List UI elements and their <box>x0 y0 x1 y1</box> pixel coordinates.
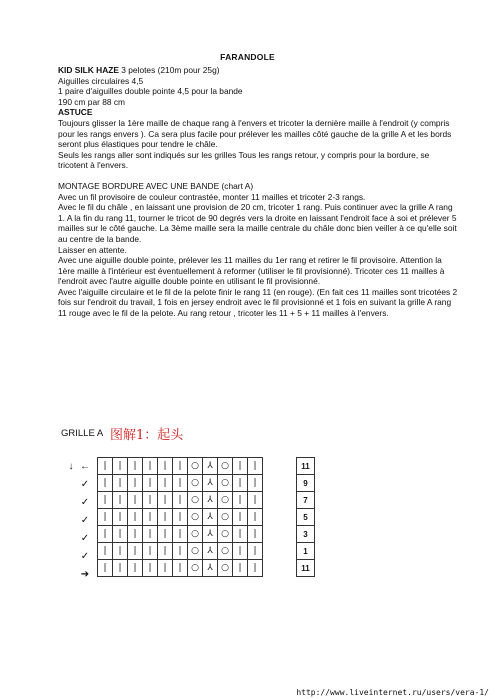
grille-chinese-title: 图解1：起头 <box>110 428 184 443</box>
grille-label: GRILLE A <box>61 428 104 439</box>
paragraph <box>58 76 458 87</box>
chart-cell: | <box>128 526 143 543</box>
chart-cell: ⅄ <box>203 543 218 560</box>
chart-cell: | <box>98 492 113 509</box>
chart-cell: | <box>173 509 188 526</box>
chart-cell: | <box>158 560 173 577</box>
chart-cell: | <box>248 475 263 492</box>
mark-row <box>64 565 92 583</box>
check-icon: ✓ <box>80 550 90 562</box>
paragraph-text: Avec l'aiguille circulaire et le fil de la pelote finir le rang 11 (en rouge). (En fait ces 11 mailles sont tricotées 2 fois sur l'endroit du travail, 1 fois en jersey endroit avec le fil provisionné et 1 fois en suivant la grille A rang 11 rouge avec le fil de la pelote. Au rang retour , tricoter les 11 + 5 + 11 mailles à l'envers. <box>58 286 458 319</box>
chart-cell: ⅄ <box>203 492 218 509</box>
chart-cell: ○ <box>218 475 233 492</box>
chart-cell: ○ <box>218 526 233 543</box>
chart-cell: ○ <box>188 543 203 560</box>
row-number: 3 <box>297 526 315 543</box>
chart-cell: | <box>143 509 158 526</box>
document-title: FARANDOLE <box>220 52 275 62</box>
paragraph <box>58 118 458 150</box>
check-icon: ✓ <box>80 478 90 490</box>
chart-cell: | <box>113 458 128 475</box>
chart-cell: | <box>158 458 173 475</box>
chart-cell: | <box>248 560 263 577</box>
chart-cell: ○ <box>218 560 233 577</box>
paragraph <box>58 150 458 171</box>
chart-row <box>98 509 263 526</box>
mark-row <box>64 547 92 565</box>
chart-cell: | <box>158 475 173 492</box>
mark-row <box>64 493 92 511</box>
paragraph <box>58 107 458 118</box>
chart-row <box>98 475 263 492</box>
chart-cell: | <box>248 458 263 475</box>
chart-cell: | <box>158 492 173 509</box>
row-number-row <box>297 492 315 509</box>
chart-cell: | <box>173 526 188 543</box>
paragraph-text: ASTUCE <box>58 107 93 118</box>
chart-cell: | <box>173 475 188 492</box>
row-number-row <box>297 560 315 577</box>
chart-cell: ⅄ <box>203 509 218 526</box>
chart-cell: | <box>98 475 113 492</box>
row-number: 11 <box>297 560 315 577</box>
chart-cell: | <box>233 509 248 526</box>
chart-cell: | <box>113 509 128 526</box>
chart-cell: | <box>143 526 158 543</box>
chart-row <box>98 492 263 509</box>
chart-cell: | <box>98 526 113 543</box>
paragraph <box>58 202 458 244</box>
row-number: 1 <box>297 543 315 560</box>
paragraph <box>58 97 458 108</box>
chart-cell: | <box>248 492 263 509</box>
paragraph-rest: 3 pelotes (210m pour 25g) <box>118 65 220 75</box>
chart-cell: ⅄ <box>203 475 218 492</box>
chart-cell: | <box>173 560 188 577</box>
chart-row <box>98 543 263 560</box>
chart-cell: ⅄ <box>203 526 218 543</box>
chart-cell: | <box>113 543 128 560</box>
chart-cell: | <box>233 458 248 475</box>
chart-cell: | <box>143 543 158 560</box>
row-number: 5 <box>297 509 315 526</box>
chart-cell: | <box>233 492 248 509</box>
paragraph <box>58 255 458 287</box>
chart-cell: | <box>113 526 128 543</box>
chart-cell: | <box>158 543 173 560</box>
paragraph-text: KID SILK HAZE <box>58 65 119 75</box>
chart-cell: | <box>128 543 143 560</box>
paragraph-text: Seuls les rangs aller sont indiqués sur les grilles Tous les rangs retour, y compris pour la bordure, se tricotent à l'envers. <box>58 149 430 171</box>
row-number-column <box>296 457 315 577</box>
paragraph-text: 1 paire d'aiguilles double pointe 4,5 pour la bande <box>58 86 243 97</box>
chart-cell: | <box>113 492 128 509</box>
paragraph-text: 190 cm par 88 cm <box>58 96 126 107</box>
chart-cell: ○ <box>188 458 203 475</box>
chart-cell: | <box>98 560 113 577</box>
row-number-row <box>297 526 315 543</box>
paragraph <box>58 86 458 97</box>
paragraph <box>58 192 458 203</box>
chart-cell: | <box>143 492 158 509</box>
chart-cell: | <box>128 475 143 492</box>
chart-cell: | <box>113 475 128 492</box>
chart-cell: ○ <box>188 492 203 509</box>
chart-cell: | <box>98 458 113 475</box>
chart-cell: | <box>248 543 263 560</box>
check-icon: ➔ <box>80 568 90 580</box>
mark-row <box>64 475 92 493</box>
mark-row <box>64 511 92 529</box>
chart-cell: ○ <box>188 526 203 543</box>
chart-cell: | <box>98 509 113 526</box>
paragraph-text: Avec le fil du châle , en laissant une provision de 20 cm, tricoter 1 rang. Puis continuer avec la grille A rang 1. A la fin du rang 11, tourner le tricot de 90 degrés vers la droite en laissant l'endroit face à soi et prélever 5 mailles sur le côté gauche. La 3ème maille sera la maille centrale du châle donc bien veiller à ce qu'elle soit au centre de la bande. <box>58 202 457 244</box>
chart-row <box>98 526 263 543</box>
row-direction-marks <box>64 457 92 583</box>
chart-row <box>98 560 263 577</box>
chart-cell: ○ <box>218 492 233 509</box>
paragraph-text: Avec une aiguille double pointe, prélever les 11 mailles du 1er rang et retirer le fil provisoire. Attention la 1ère maille à l'intérieur est éventuellement à reformer (utiliser le fil provisionné). Tricoter ces 11 mailles à l'endroit avec l'autre aiguille double pointe en utilisant le fil provisionné. <box>58 255 445 287</box>
chart-cell: | <box>233 526 248 543</box>
chart-cell: | <box>143 475 158 492</box>
row-number: 7 <box>297 492 315 509</box>
chart-row <box>98 458 263 475</box>
paragraph <box>58 245 458 256</box>
chart-cell: | <box>248 526 263 543</box>
row-number-row <box>297 543 315 560</box>
row-number: 11 <box>297 458 315 475</box>
chart-cell: | <box>173 543 188 560</box>
chart-cell: | <box>143 560 158 577</box>
chart-cell: | <box>173 458 188 475</box>
chart-cell: ○ <box>188 475 203 492</box>
row-number: 9 <box>297 475 315 492</box>
paragraph-text: Avec un fil provisoire de couleur contrastée, monter 11 mailles et tricoter 2-3 rangs. <box>58 191 366 202</box>
chart-cell: | <box>233 475 248 492</box>
paragraph-text: Toujours glisser la 1ère maille de chaque rang à l'envers et tricoter la dernière maille à l'endroit (y compris pour les rangs envers ). Ca sera plus facile pour prélever les mailles côté gauche de la grille A et les bords seront plus élastiques pour tendre le châle. <box>58 117 452 150</box>
paragraph <box>58 287 458 319</box>
chart-cell: ○ <box>188 509 203 526</box>
row-number-row <box>297 475 315 492</box>
chart-cell: | <box>248 509 263 526</box>
chart-cell: ○ <box>188 560 203 577</box>
row-number-row <box>297 458 315 475</box>
chart-cell: ○ <box>218 458 233 475</box>
row-number-row <box>297 509 315 526</box>
chart-cell: ⅄ <box>203 560 218 577</box>
chart-cell: | <box>158 526 173 543</box>
paragraph-text: MONTAGE BORDURE AVEC UNE BANDE (chart A) <box>58 180 254 191</box>
arrow-icon: ↓ <box>68 460 74 472</box>
check-icon: ✓ <box>80 514 90 526</box>
chart-cell: | <box>158 509 173 526</box>
chart-cell: ○ <box>218 509 233 526</box>
chart-cell: | <box>98 543 113 560</box>
chart-cell: | <box>143 458 158 475</box>
chart-cell: | <box>128 509 143 526</box>
chart-cell: | <box>128 492 143 509</box>
chart-cell: | <box>173 492 188 509</box>
paragraph-text: Aiguilles circulaires 4,5 <box>58 75 144 86</box>
paragraph-gap <box>58 171 458 181</box>
check-icon: ← <box>80 460 90 472</box>
mark-row <box>64 529 92 547</box>
source-url: http://www.liveinternet.ru/users/vera-1/ <box>296 688 489 697</box>
mark-row <box>64 457 92 475</box>
paragraph-text: Laisser en attente. <box>58 244 127 255</box>
check-icon: ✓ <box>80 532 90 544</box>
chart-cell: | <box>128 458 143 475</box>
check-icon: ✓ <box>80 496 90 508</box>
paragraph <box>58 181 458 192</box>
chart-grid <box>97 457 263 577</box>
instructions-text <box>58 65 458 319</box>
chart-cell: | <box>233 543 248 560</box>
chart-cell: ○ <box>218 543 233 560</box>
paragraph <box>58 65 458 76</box>
chart-cell: ⅄ <box>203 458 218 475</box>
chart-cell: | <box>128 560 143 577</box>
chart-cell: | <box>113 560 128 577</box>
chart-cell: | <box>233 560 248 577</box>
